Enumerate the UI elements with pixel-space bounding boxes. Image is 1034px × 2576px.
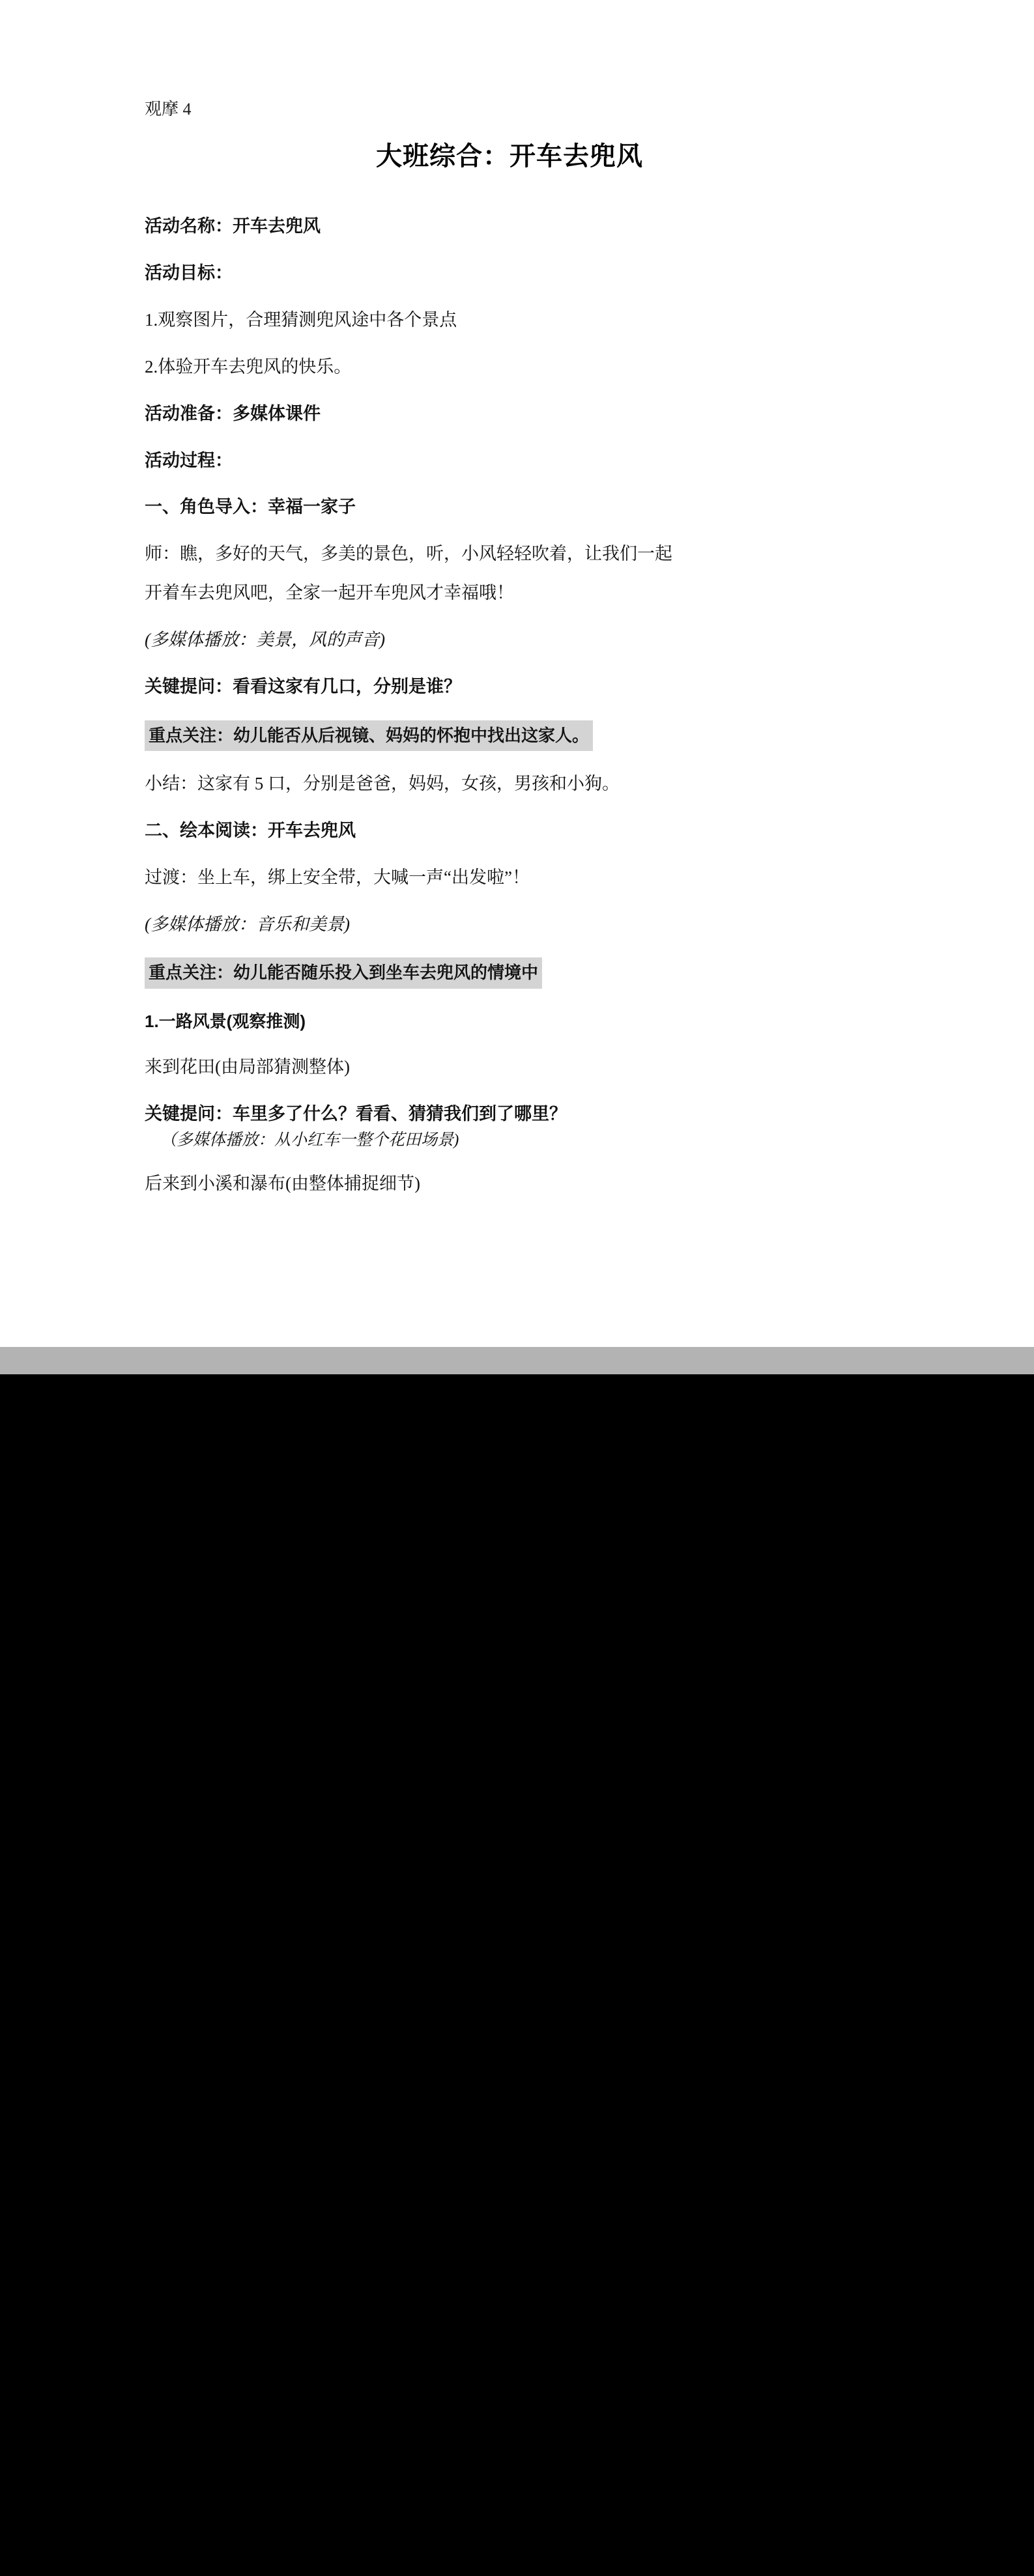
section-heading-one: 一、角色导入：幸福一家子 bbox=[145, 497, 356, 517]
sub-section-heading-1: 1.一路风景(观察推测) bbox=[145, 1011, 306, 1031]
goal-item-2: 2.体验开车去兜风的快乐。 bbox=[145, 356, 352, 376]
activity-goal-label: 活动目标： bbox=[145, 263, 233, 283]
key-question-1: 关键提问：看看这家有几口，分别是谁？ bbox=[145, 676, 461, 696]
focus-point-2-wrapper bbox=[145, 957, 874, 988]
activity-process-label: 活动过程： bbox=[145, 450, 233, 470]
teacher-speech-line-1: 师：瞧，多好的天气，多美的景色，听，小风轻轻吹着，让我们一起 bbox=[145, 544, 672, 564]
focus-point-1: 重点关注：幼儿能否从后视镜、妈妈的怀抱中找出这家人。 bbox=[145, 720, 593, 751]
teacher-speech-line-2: 开着车去兜风吧，全家一起开车兜风才幸福哦！ bbox=[145, 583, 514, 603]
page-header-label: 观摩 4 bbox=[145, 100, 192, 119]
scene-description-1: 来到花田(由局部猜测整体) bbox=[145, 1056, 350, 1077]
transition-1: 过渡：坐上车，绑上安全带，大喊一声“出发啦”！ bbox=[145, 867, 530, 887]
focus-point-2: 重点关注：幼儿能否随乐投入到坐车去兜风的情境中 bbox=[145, 957, 542, 988]
activity-name: 活动名称：开车去兜风 bbox=[145, 216, 321, 236]
page-bottom-fade bbox=[0, 1347, 1034, 1374]
page-title: 大班综合：开车去兜风 bbox=[376, 141, 643, 171]
goal-item-1: 1.观察图片，合理猜测兜风途中各个景点 bbox=[145, 310, 457, 330]
key-question-2: 关键提问：车里多了什么？看看、猜猜我们到了哪里？ bbox=[145, 1103, 567, 1124]
clipped-text-row bbox=[145, 1170, 874, 1193]
activity-preparation: 活动准备：多媒体课件 bbox=[145, 403, 321, 423]
summary-1: 小结：这家有 5 口，分别是爸爸，妈妈，女孩，男孩和小狗。 bbox=[145, 773, 620, 793]
document-content bbox=[145, 98, 874, 1193]
focus-point-1-wrapper bbox=[145, 720, 874, 751]
clipped-line: 后来到小溪和瀑布(由整体捕捉细节) bbox=[145, 1174, 420, 1193]
section-heading-two: 二、绘本阅读：开车去兜风 bbox=[145, 820, 356, 840]
blank-black-region bbox=[0, 1374, 1034, 2576]
media-cue-2: (多媒体播放：音乐和美景) bbox=[145, 914, 350, 934]
media-cue-3: （多媒体播放：从小红车一整个花田场景) bbox=[160, 1131, 459, 1149]
media-cue-1: (多媒体播放：美景，风的声音) bbox=[145, 629, 385, 649]
